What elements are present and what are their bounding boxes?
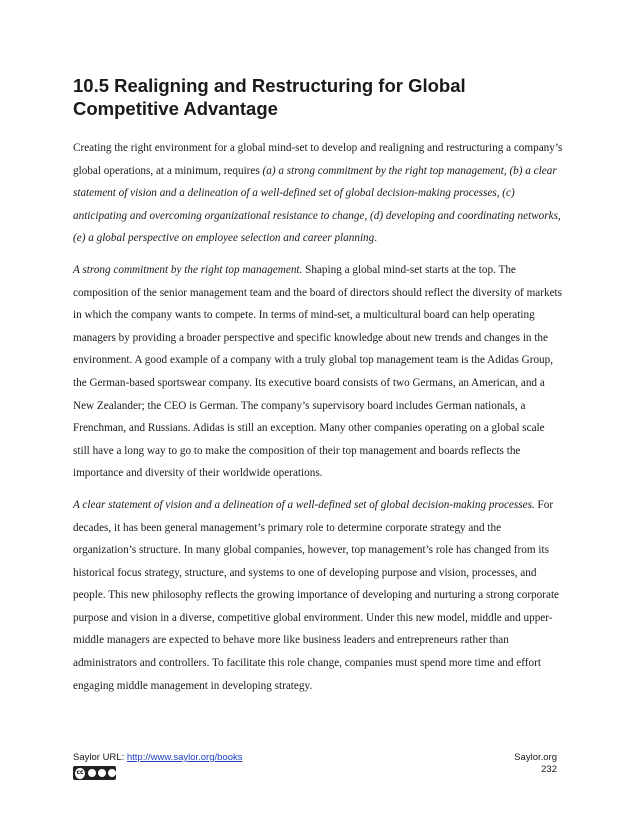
paragraph-top-management xyxy=(73,259,563,485)
sa-icon xyxy=(108,769,116,777)
footer-site-info xyxy=(514,752,557,776)
paragraph-intro-end: . xyxy=(374,232,378,245)
paragraph-intro-text: Creating the right environment for a global mind-set to develop and realigning and restructuring a company’s global operations, at a minimum, requires xyxy=(73,142,563,177)
footer-page-number: 232 xyxy=(541,764,557,775)
body-text xyxy=(73,137,563,706)
cc-logo-icon: cc xyxy=(75,768,85,779)
footer-source xyxy=(73,752,243,764)
section-heading: 10.5 Realigning and Restructuring for Global Competitive Advantage xyxy=(73,75,466,119)
paragraph-vision xyxy=(73,494,563,697)
paragraph-top-management-lead: A strong commitment by the right top management. xyxy=(73,263,303,276)
paragraph-vision-text: For decades, it has been general management’s primary role to determine corporate strategy and the organization’s structure. In many global companies, however, top management’s role has changed from its historical focus strategy, structure, and systems to one of developing purpose and vision, processes, and people. This new philosophy reflects the growing importance of developing and nurturing a strong corporate purpose and vision in a diverse, competitive global environment. Under this new model, middle and upper-middle managers are expected to behave more like business leaders and entrepreneurs rather than administrators and controllers. To facilitate this role change, companies must spend more time and effort engaging middle management in developing strategy. xyxy=(73,498,560,692)
paragraph-top-management-text: Shaping a global mind-set starts at the top. The composition of the senior management team and the board of directors should reflect the diversity of markets in which the company wants to compete. In terms of mind-set, a multicultural board can help operating managers by providing a broader perspective and specific knowledge about new trends and changes in the environment. A good example of a company with a truly global top management team is the Adidas Group, the German-based sportswear company. Its executive board consists of two Germans, an American, and a New Zealander; the CEO is German. The company’s supervisory board includes German nationals, a Frenchman, and Russians. Adidas is still an exception. Many other companies operating on a global scale still have a long way to go to make the composition of their top management and boards reflects the importance and diversity of their worldwide operations. xyxy=(73,263,562,480)
footer-site: Saylor.org xyxy=(514,752,557,763)
footer-url-link[interactable]: http://www.saylor.org/books xyxy=(126,752,243,763)
paragraph-vision-lead: A clear statement of vision and a delineation of a well-defined set of global decision-making processes. xyxy=(73,498,535,511)
cc-attribution-icons xyxy=(88,769,116,777)
paragraph-intro-list: (a) a strong commitment by the right top management, (b) a clear statement of vision and a delineation of a well-defined set of global decision-making processes, (c) anticipating and overcoming organizational resistance to change, (d) developing and coordinating networks, (e) a global perspective on employee selection and career planning xyxy=(73,164,561,245)
paragraph-intro xyxy=(73,137,563,250)
creative-commons-license-icon xyxy=(73,766,116,780)
footer-url-label: Saylor URL: xyxy=(73,752,127,763)
by-icon xyxy=(88,769,96,777)
nc-icon xyxy=(98,769,106,777)
